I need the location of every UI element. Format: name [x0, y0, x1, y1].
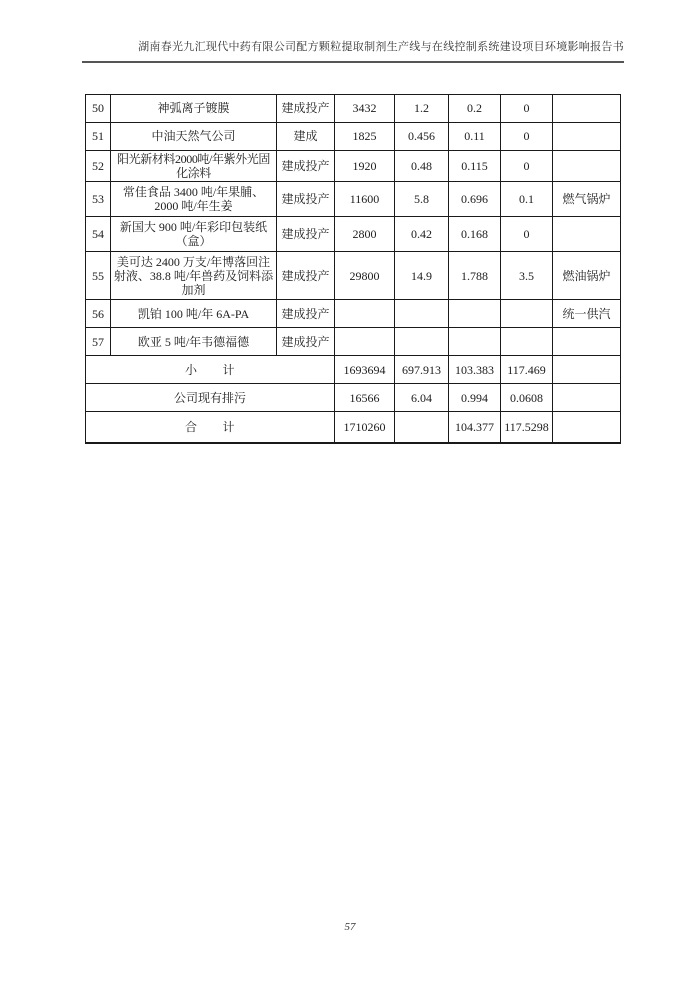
- cell-remark: [553, 151, 621, 182]
- cell-remark: 燃气锅炉: [553, 182, 621, 217]
- cell-value-1: 16566: [335, 384, 395, 412]
- cell-value-4: 3.5: [501, 252, 553, 300]
- cell-value-4: 117.5298: [501, 412, 553, 444]
- cell-value-1: 29800: [335, 252, 395, 300]
- cell-value-1: 2800: [335, 217, 395, 252]
- cell-value-2: 6.04: [395, 384, 449, 412]
- cell-value-3: [449, 300, 501, 328]
- table-row-50: [86, 95, 621, 123]
- cell-value-2: 0.42: [395, 217, 449, 252]
- cell-project-name: 美可达 2400 万支/年博落回注射液、38.8 吨/年兽药及饲料添加剂: [111, 252, 277, 300]
- cell-remark: 燃油锅炉: [553, 252, 621, 300]
- cell-no: 52: [86, 151, 111, 182]
- cell-value-1: 11600: [335, 182, 395, 217]
- cell-value-2: 5.8: [395, 182, 449, 217]
- cell-value-4: 0: [501, 217, 553, 252]
- cell-value-4: 0: [501, 123, 553, 151]
- cell-value-2: 697.913: [395, 356, 449, 384]
- cell-no: 57: [86, 328, 111, 356]
- table-row-54: [86, 217, 621, 252]
- cell-value-4: [501, 328, 553, 356]
- cell-value-3: 103.383: [449, 356, 501, 384]
- cell-remark: [553, 412, 621, 444]
- table-row-53: [86, 182, 621, 217]
- cell-project-name: 阳光新材料2000吨/年紫外光固化涂料: [111, 151, 277, 182]
- cell-total-label: 合 计: [86, 412, 335, 444]
- cell-value-4: 0.1: [501, 182, 553, 217]
- cell-value-4: [501, 300, 553, 328]
- cell-status: 建成投产: [277, 217, 335, 252]
- cell-no: 53: [86, 182, 111, 217]
- cell-value-2: 0.48: [395, 151, 449, 182]
- cell-value-2: 0.456: [395, 123, 449, 151]
- table-row-subtotal: [86, 356, 621, 384]
- cell-project-name: 凯铂 100 吨/年 6A-PA: [111, 300, 277, 328]
- cell-status: 建成投产: [277, 252, 335, 300]
- cell-status: 建成投产: [277, 151, 335, 182]
- cell-value-3: 1.788: [449, 252, 501, 300]
- cell-project-name: 欧亚 5 吨/年韦德福德: [111, 328, 277, 356]
- cell-no: 51: [86, 123, 111, 151]
- table-row-56: [86, 300, 621, 328]
- cell-value-1: 3432: [335, 95, 395, 123]
- cell-status: 建成投产: [277, 95, 335, 123]
- cell-value-3: 0.696: [449, 182, 501, 217]
- table-row-51: [86, 123, 621, 151]
- cell-value-3: [449, 328, 501, 356]
- cell-project-name: 新国大 900 吨/年彩印包装纸（盒）: [111, 217, 277, 252]
- cell-status: 建成投产: [277, 328, 335, 356]
- cell-remark: [553, 328, 621, 356]
- cell-no: 50: [86, 95, 111, 123]
- cell-value-1: [335, 328, 395, 356]
- cell-status: 建成投产: [277, 300, 335, 328]
- cell-value-2: [395, 412, 449, 444]
- cell-no: 56: [86, 300, 111, 328]
- cell-value-1: 1920: [335, 151, 395, 182]
- cell-value-1: 1693694: [335, 356, 395, 384]
- cell-value-3: 104.377: [449, 412, 501, 444]
- cell-status: 建成投产: [277, 182, 335, 217]
- table-row-57: [86, 328, 621, 356]
- cell-value-2: 14.9: [395, 252, 449, 300]
- cell-value-3: 0.11: [449, 123, 501, 151]
- cell-existing-discharge-label: 公司现有排污: [86, 384, 335, 412]
- table-row-existing-discharge: [86, 384, 621, 412]
- cell-value-4: 0.0608: [501, 384, 553, 412]
- cell-value-1: 1710260: [335, 412, 395, 444]
- cell-value-3: 0.994: [449, 384, 501, 412]
- cell-remark: [553, 123, 621, 151]
- cell-status: 建成: [277, 123, 335, 151]
- cell-subtotal-label: 小 计: [86, 356, 335, 384]
- pollution-sources-table: [85, 94, 621, 444]
- cell-value-3: 0.115: [449, 151, 501, 182]
- table-row-55: [86, 252, 621, 300]
- page-number: 57: [344, 921, 356, 933]
- running-header: [82, 38, 624, 63]
- cell-value-4: 117.469: [501, 356, 553, 384]
- cell-no: 55: [86, 252, 111, 300]
- cell-value-2: [395, 300, 449, 328]
- cell-value-4: 0: [501, 151, 553, 182]
- table-row-52: [86, 151, 621, 182]
- cell-value-2: [395, 328, 449, 356]
- cell-value-4: 0: [501, 95, 553, 123]
- cell-remark: [553, 95, 621, 123]
- table-row-total: [86, 412, 621, 444]
- cell-value-1: [335, 300, 395, 328]
- cell-value-3: 0.2: [449, 95, 501, 123]
- cell-project-name: 中油天然气公司: [111, 123, 277, 151]
- cell-remark: [553, 384, 621, 412]
- cell-value-1: 1825: [335, 123, 395, 151]
- cell-project-name: 神弧离子镀膜: [111, 95, 277, 123]
- cell-remark: [553, 217, 621, 252]
- cell-no: 54: [86, 217, 111, 252]
- cell-value-3: 0.168: [449, 217, 501, 252]
- header-title: 湖南春光九汇现代中药有限公司配方颗粒提取制剂生产线与在线控制系统建设项目环境影响报告书: [138, 41, 624, 53]
- cell-project-name: 常佳食品 3400 吨/年果脯、2000 吨/年生姜: [111, 182, 277, 217]
- cell-remark: 统一供汽: [553, 300, 621, 328]
- cell-remark: [553, 356, 621, 384]
- cell-value-2: 1.2: [395, 95, 449, 123]
